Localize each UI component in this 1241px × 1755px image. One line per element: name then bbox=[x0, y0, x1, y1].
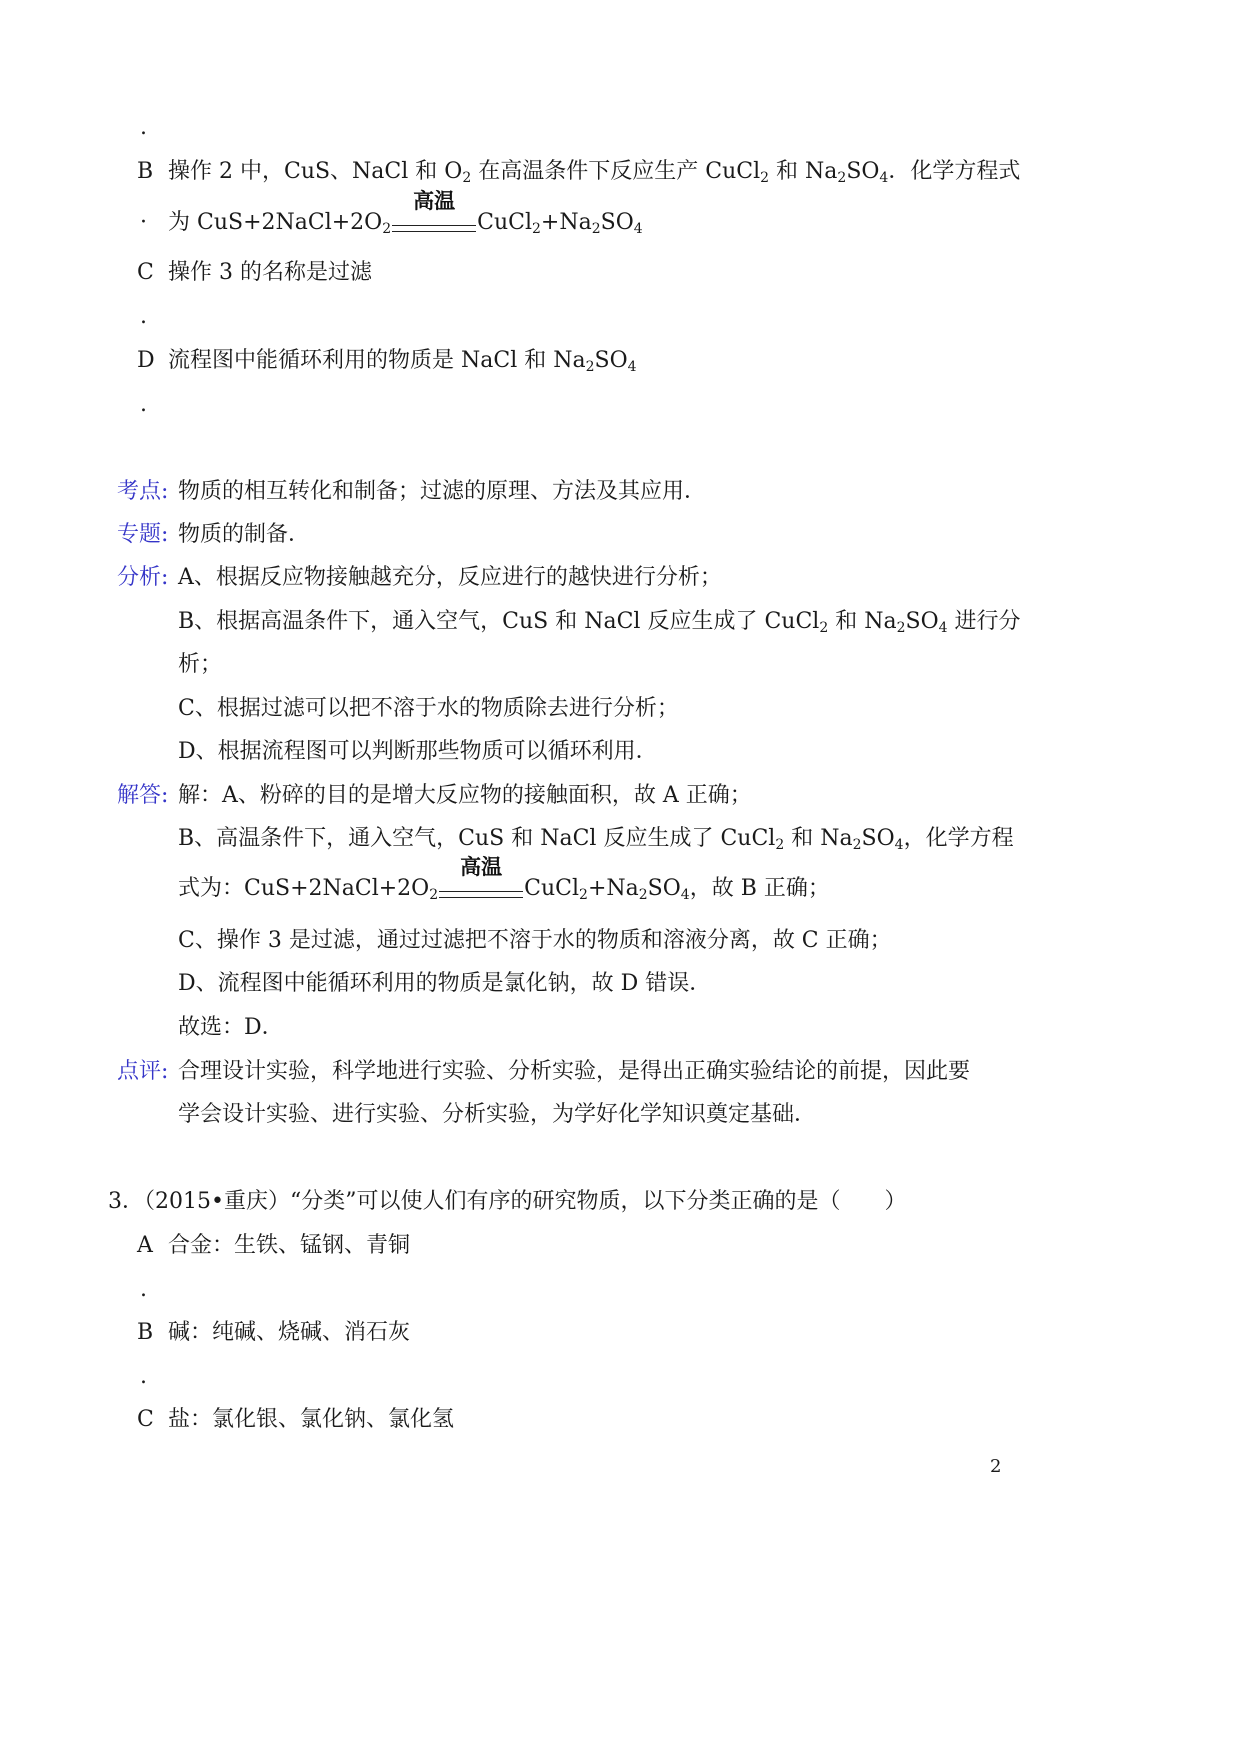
jieda-label: 解答: bbox=[117, 783, 169, 808]
q3-option-a-letter: A bbox=[137, 1233, 153, 1258]
question-3-stem: 3．（2015•重庆）“分类”可以使人们有序的研究物质，以下分类正确的是（ ） bbox=[108, 1189, 907, 1214]
page-number: 2 bbox=[990, 1456, 1002, 1477]
option-b-equation: 为 $CuS+2NaCl+2O_2$ 高温 $CuCl_2+Na_2SO_4$ bbox=[168, 189, 643, 237]
jieda-b: B、高温条件下，通入空气，CuS 和 NaCl 反应生成了 CuCl$_2$ 和 $Na_2SO_4$，化学方程 bbox=[178, 826, 1014, 853]
q3-option-b-dot: . bbox=[140, 1364, 147, 1389]
q3-option-b-text: 碱：纯碱、烧碱、消石灰 bbox=[168, 1320, 411, 1345]
kaodian-text: 物质的相互转化和制备；过滤的原理、方法及其应用． bbox=[178, 479, 707, 504]
jieda-a: 解：A、粉碎的目的是增大反应物的接触面积，故 A 正确； bbox=[178, 783, 752, 808]
option-b-letter: B bbox=[137, 159, 154, 184]
dianping-line-2: 学会设计实验、进行实验、分析实验，为学好化学知识奠定基础． bbox=[178, 1102, 817, 1127]
q3-option-a-text: 合金：生铁、锰钢、青铜 bbox=[168, 1233, 411, 1258]
fenxi-b-cont: 析； bbox=[178, 652, 223, 677]
jieda-d: D、流程图中能循环利用的物质是氯化钠，故 D 错误． bbox=[178, 971, 712, 996]
q3-option-a-dot: . bbox=[140, 1277, 147, 1302]
zhuanti-label: 专题: bbox=[117, 522, 169, 547]
dianping-line-1: 合理设计实验，科学地进行实验、分析实验，是得出正确实验结论的前提，因此要 bbox=[178, 1059, 971, 1084]
q3-option-c-letter: C bbox=[137, 1407, 154, 1432]
reaction-condition-arrow: 高温 bbox=[392, 208, 476, 238]
option-c-text: 操作 3 的名称是过滤 bbox=[168, 260, 372, 285]
option-b-dot: · bbox=[140, 210, 147, 235]
jieda-b-equation: 式为：$CuS+2NaCl+2O_2$ 高温 $CuCl_2+Na_2SO_4$，故 B 正确； bbox=[178, 855, 830, 903]
option-d-dot: . bbox=[140, 392, 147, 417]
fenxi-d: D、根据流程图可以判断那些物质可以循环利用． bbox=[178, 739, 658, 764]
jieda-c: C、操作 3 是过滤，通过过滤把不溶于水的物质和溶液分离，故 C 正确； bbox=[178, 928, 892, 953]
q3-option-c-text: 盐：氯化银、氯化钠、氯化氢 bbox=[168, 1407, 455, 1432]
jieda-choice: 故选：D． bbox=[178, 1015, 284, 1040]
fenxi-c: C、根据过滤可以把不溶于水的物质除去进行分析； bbox=[178, 696, 679, 721]
kaodian-label: 考点: bbox=[117, 479, 169, 504]
dianping-label: 点评: bbox=[117, 1059, 169, 1084]
q3-option-b-letter: B bbox=[137, 1320, 154, 1345]
zhuanti-text: 物质的制备． bbox=[178, 522, 311, 547]
option-c-dot: . bbox=[140, 304, 147, 329]
option-b-text: 操作 2 中，CuS、NaCl 和 $O_2$ 在高温条件下反应生产 CuCl$_2$ 和 $Na_2SO_4$．化学方程式 bbox=[168, 159, 1021, 186]
option-d-text: 流程图中能循环利用的物质是 NaCl 和 $Na_2SO_4$ bbox=[168, 348, 637, 375]
option-c-letter: C bbox=[137, 260, 154, 285]
option-a-dot: . bbox=[140, 115, 147, 140]
fenxi-a: A、根据反应物接触越充分，反应进行的越快进行分析； bbox=[178, 565, 722, 590]
fenxi-label: 分析: bbox=[117, 565, 169, 590]
reaction-condition-arrow: 高温 bbox=[439, 874, 523, 904]
option-d-letter: D bbox=[137, 348, 155, 373]
fenxi-b: B、根据高温条件下，通入空气，CuS 和 NaCl 反应生成了 CuCl$_2$ 和 $Na_2SO_4$ 进行分 bbox=[178, 609, 1021, 636]
